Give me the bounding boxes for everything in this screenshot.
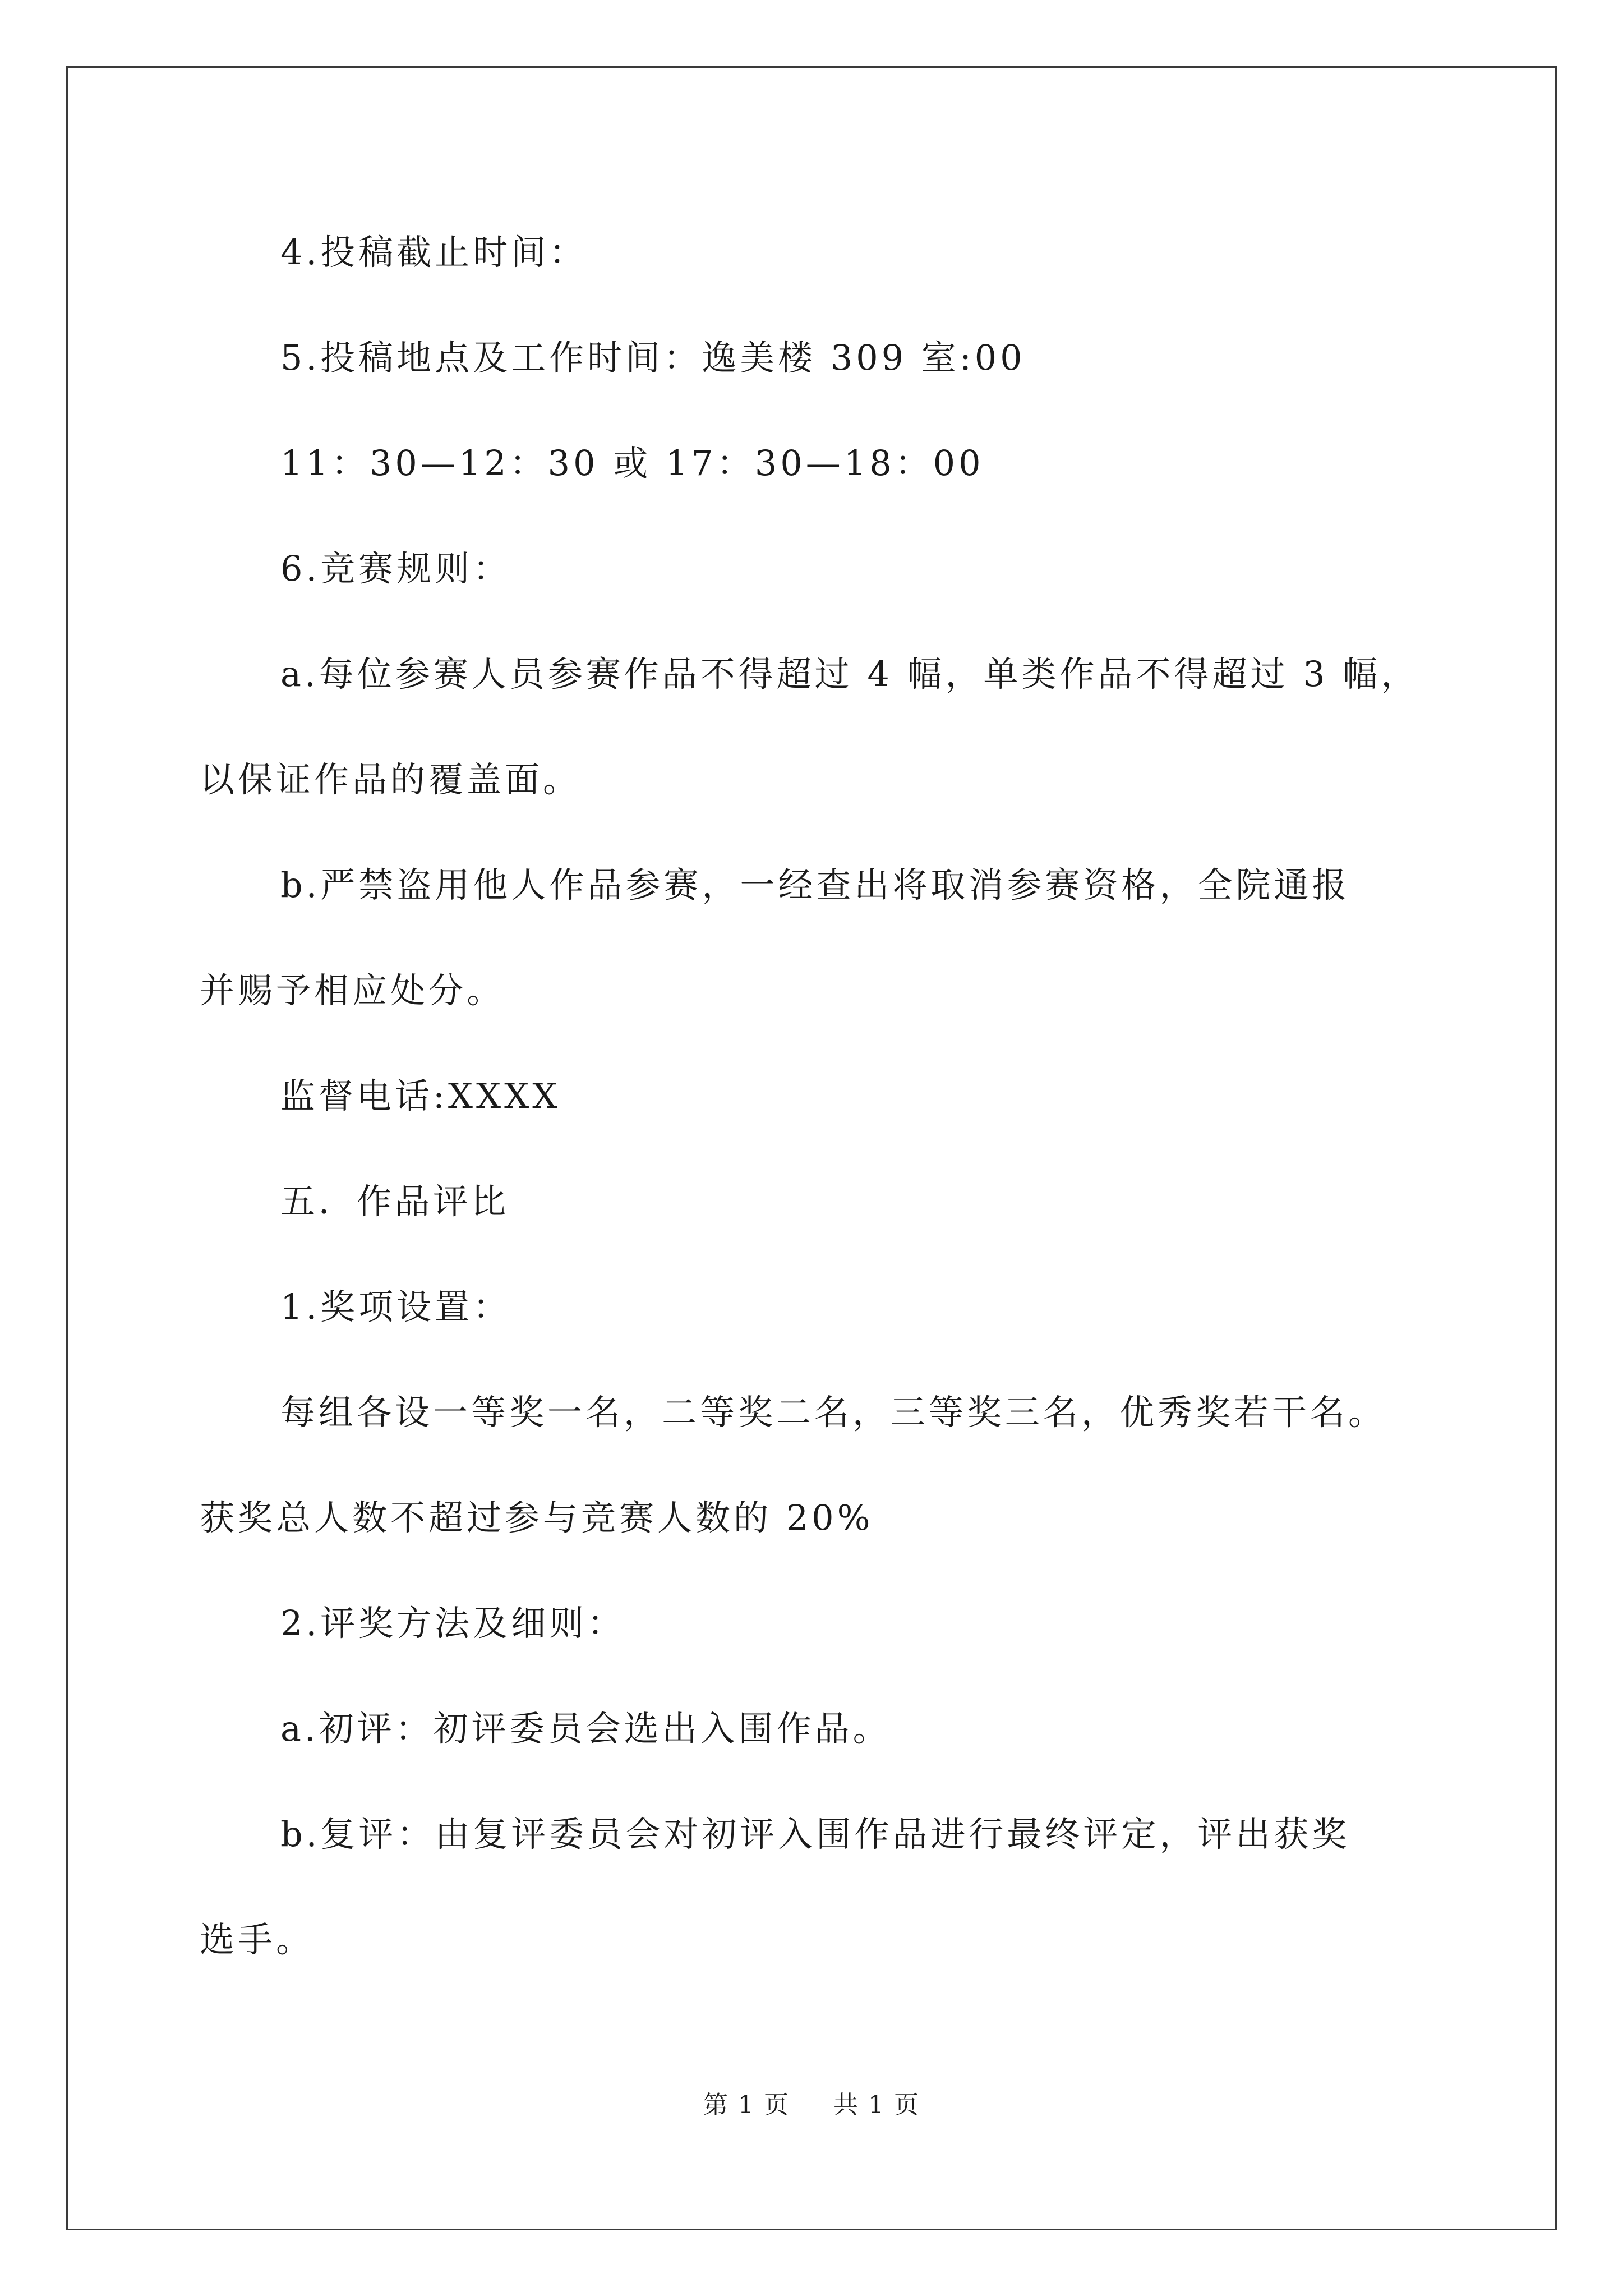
paragraph-awards-line2: 获奖总人数不超过参与竞赛人数的 20%: [200, 1497, 874, 1538]
paragraph-hotline: 监督电话:XXXX: [280, 1075, 561, 1116]
paragraph-rules-heading: 6.竞赛规则：: [280, 548, 511, 589]
page-footer: [0, 2090, 1623, 2121]
paragraph-method-heading: 2.评奖方法及细则：: [280, 1603, 626, 1644]
paragraph-rule-a-line1: a.每位参赛人员参赛作品不得超过 4 幅，单类作品不得超过 3 幅，: [280, 654, 1419, 694]
paragraph-method-b-line2: 选手。: [200, 1919, 315, 1960]
paragraph-awards-heading: 1.奖项设置：: [280, 1286, 511, 1327]
paragraph-deadline: 4.投稿截止时间：: [280, 232, 588, 273]
paragraph-rule-b-line1: b.严禁盗用他人作品参赛，一经查出将取消参赛资格，全院通报: [280, 864, 1350, 905]
paragraph-method-a: a.初评：初评委员会选出入围作品。: [280, 1708, 891, 1749]
paragraph-rule-a-line2: 以保证作品的覆盖面。: [200, 759, 582, 800]
page-total: 共 1 页: [833, 2091, 920, 2119]
paragraph-method-b-line1: b.复评：由复评委员会对初评入围作品进行最终评定，评出获奖: [280, 1814, 1350, 1855]
section-heading-evaluation: 五．作品评比: [280, 1181, 510, 1222]
paragraph-rule-b-line2: 并赐予相应处分。: [200, 970, 505, 1011]
paragraph-awards-line1: 每组各设一等奖一名，二等奖二名，三等奖三名，优秀奖若干名。: [280, 1392, 1387, 1433]
paragraph-location: 5.投稿地点及工作时间：逸美楼 309 室:00: [280, 337, 1026, 378]
page-number: 第 1 页: [703, 2091, 790, 2119]
paragraph-hours: 11：30—12：30 或 17：30—18：00: [280, 443, 984, 484]
